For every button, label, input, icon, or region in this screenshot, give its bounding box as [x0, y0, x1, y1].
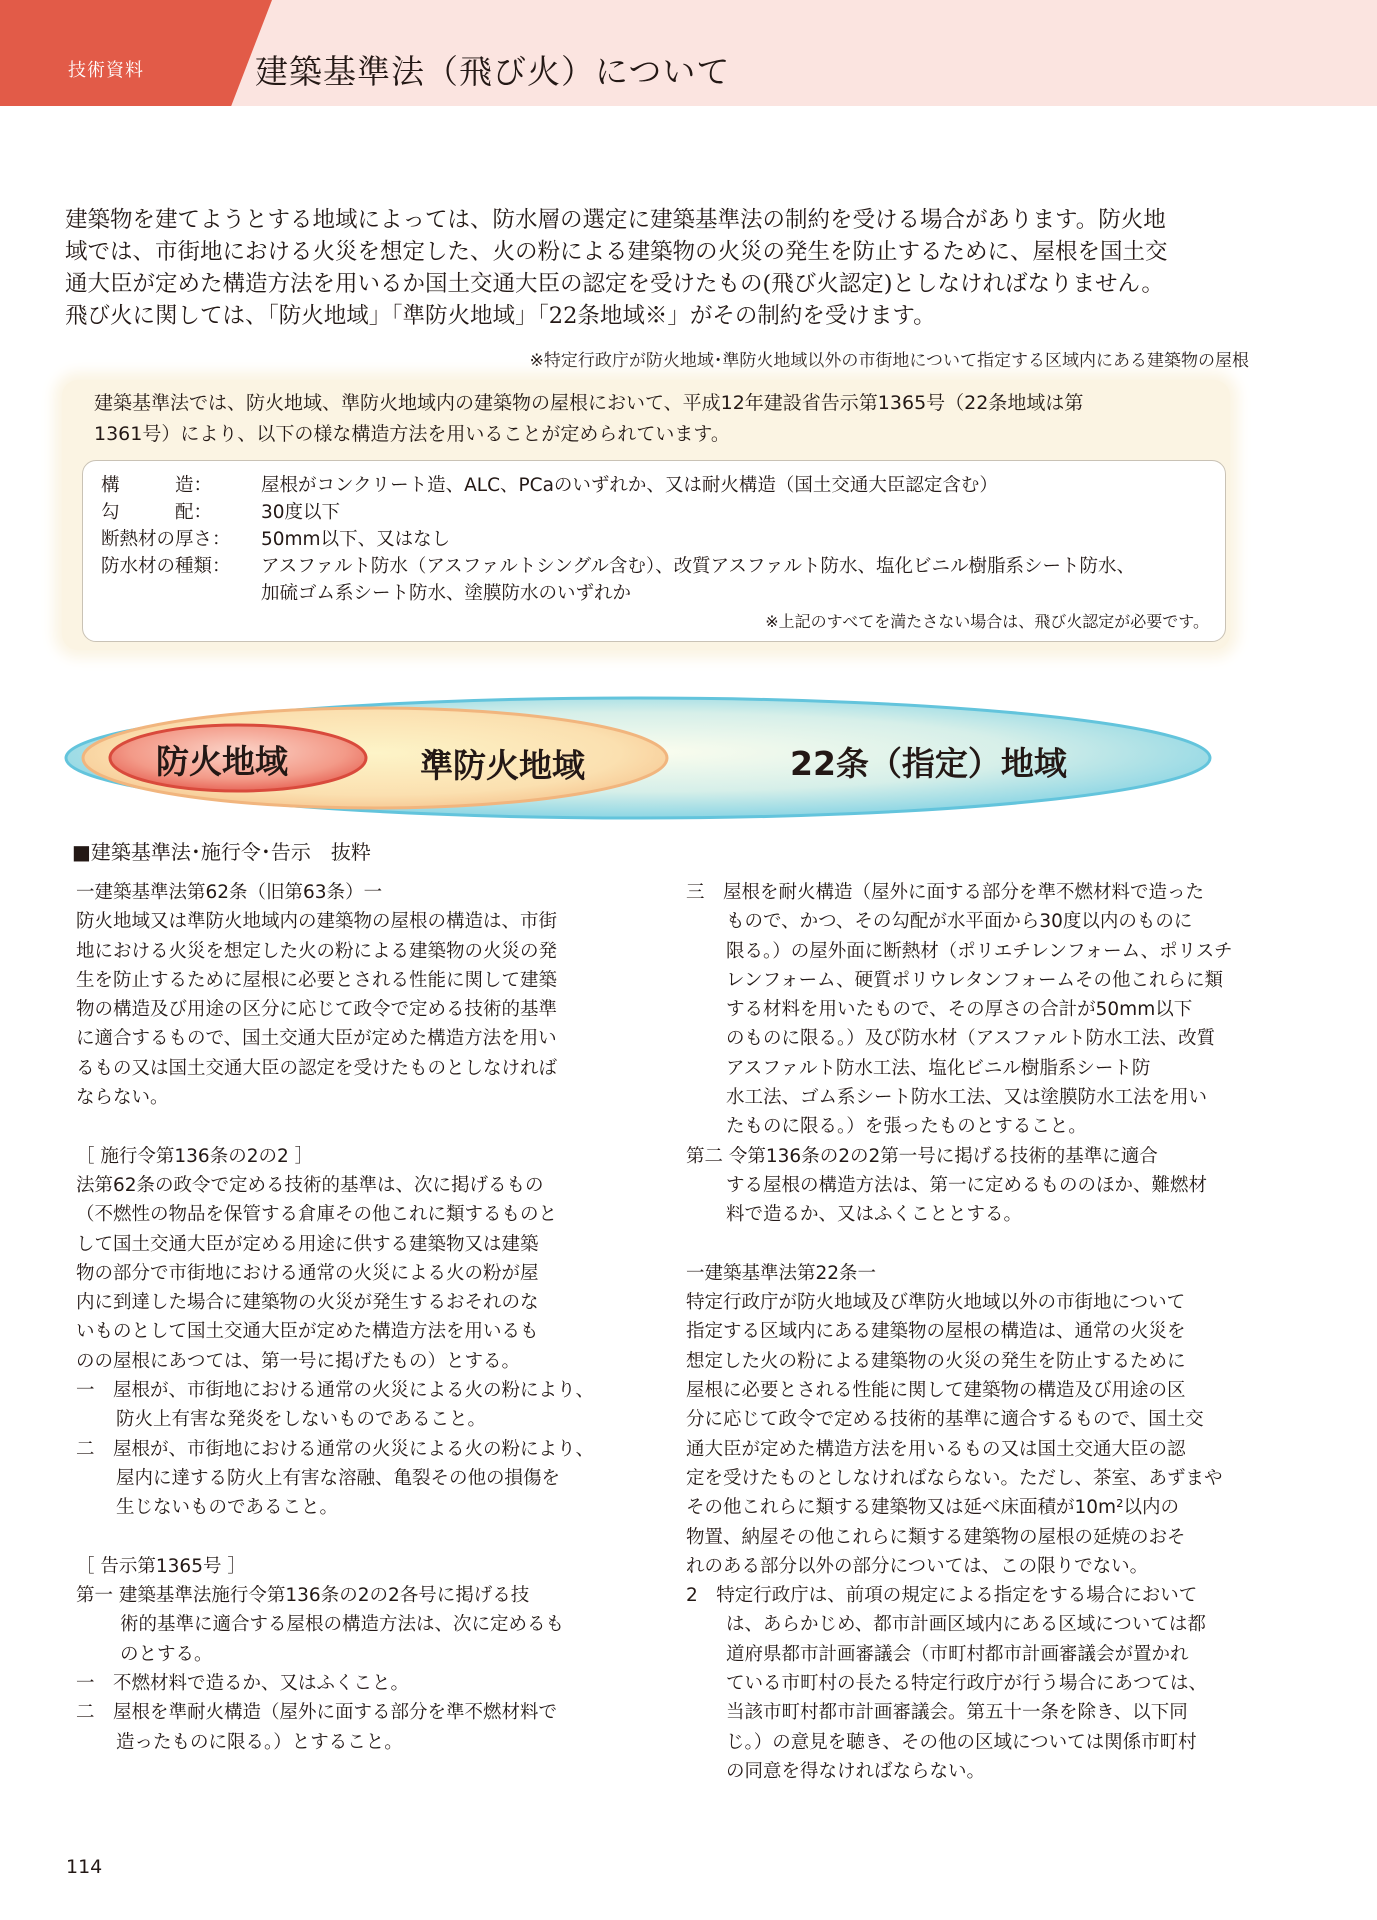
requirement-key: 断熱材の厚さ：	[101, 529, 231, 550]
requirements-intro-line: 1361号）により、以下の様な構造方法を用いることが定められています。	[94, 423, 730, 445]
text-line: 物の部分で市街地における通常の火災による火の粉が屋	[76, 1262, 539, 1284]
text-line: 二 屋根が、市街地における通常の火災による火の粉により、	[76, 1438, 595, 1460]
text-line: の同意を得なければならない。	[726, 1760, 986, 1782]
requirement-value: 30度以下	[261, 502, 341, 523]
text-line: アスファルト防水工法、塩化ビニル樹脂系シート防	[726, 1057, 1151, 1079]
text-line: ている市町村の長たる特定行政庁が行う場合にあつては、	[726, 1673, 1208, 1695]
requirements-note: ※上記のすべてを満たさない場合は、飛び火認定が必要です。	[765, 612, 1209, 631]
text-line: 特定行政庁が防火地域及び準防火地域以外の市街地について	[686, 1292, 1186, 1314]
text-line: に適合するもので、国土交通大臣が定めた構造方法を用い	[76, 1028, 557, 1050]
section-title: ■建築基準法･施行令･告示 抜粋	[72, 840, 371, 864]
right-column	[686, 878, 1326, 1786]
intro-line: 飛び火に関しては、「防火地域」「準防火地域」「22条地域※」がその制約を受けます。	[65, 303, 936, 329]
text-line: いものとして国土交通大臣が定めた構造方法を用いるも	[76, 1321, 539, 1343]
text-line: るもの又は国土交通大臣の認定を受けたものとしなければ	[76, 1057, 558, 1079]
text-line: のの屋根にあつては、第一号に掲げたもの）とする。	[76, 1350, 521, 1372]
text-line: ［ 施行令第136条の2の2 ］	[76, 1145, 314, 1167]
text-line: 一建築基準法第22条一	[686, 1262, 877, 1284]
intro-paragraph	[65, 204, 1255, 332]
zone-diagram	[60, 692, 1220, 826]
intro-line: 建築物を建てようとする地域によっては、防水層の選定に建築基準法の制約を受ける場合があります。防火地	[65, 207, 1166, 233]
requirement-value: 50mm以下、又はなし	[261, 529, 451, 550]
requirements-intro	[94, 388, 1214, 450]
text-line: れのある部分以外の部分については、この限りでない。	[686, 1555, 1149, 1577]
text-line: 生を防止するために屋根に必要とされる性能に関して建築	[76, 969, 558, 991]
text-line: 道府県都市計画審議会（市町村都市計画審議会が置かれ	[726, 1643, 1189, 1665]
text-line: する材料を用いたもので、その厚さの合計が50mm以下	[726, 999, 1193, 1021]
requirement-row-structure	[101, 471, 998, 497]
spacer	[76, 1523, 676, 1552]
page-title: 建築基準法（飛び火）について	[255, 52, 731, 91]
text-line: 2 特定行政庁は、前項の規定による指定をする場合において	[686, 1585, 1198, 1607]
requirement-row-insulation	[101, 525, 451, 551]
requirement-row-slope	[101, 498, 341, 524]
text-line: 第一 建築基準法施行令第136条の2の2各号に掲げる技	[76, 1585, 530, 1607]
text-line: のものに限る。）及び防水材（アスファルト防水工法、改質	[726, 1028, 1216, 1050]
text-line: 物の構造及び用途の区分に応じて政令で定める技術的基準	[76, 999, 558, 1021]
zone-outer-label: 22条（指定）地域	[790, 744, 1067, 783]
text-line: 一 不燃材料で造るか、又はふくこと。	[76, 1673, 410, 1695]
text-line: 屋根に必要とされる性能に関して建築物の構造及び用途の区	[686, 1380, 1186, 1402]
text-line: 定を受けたものとしなければならない。ただし、茶室、あずまや	[686, 1467, 1223, 1489]
text-line: は、あらかじめ、都市計画区域内にある区域については都	[726, 1614, 1206, 1636]
page-number: 114	[66, 1856, 103, 1878]
text-line: じ。）の意見を聴き、その他の区域については関係市町村	[726, 1731, 1197, 1753]
text-line: 料で造るか、又はふくこととする。	[726, 1204, 1023, 1226]
intro-note: ※特定行政庁が防火地域･準防火地域以外の市街地について指定する区域内にある建築物の屋根	[529, 351, 1249, 371]
text-line: （不燃性の物品を保管する倉庫その他これに類するものと	[76, 1204, 558, 1226]
text-line: 一建築基準法第62条（旧第63条）一	[76, 882, 383, 903]
text-line: 第二 令第136条の2の2第一号に掲げる技術的基準に適合	[686, 1145, 1158, 1167]
text-line: 法第62条の政令で定める技術的基準は、次に掲げるもの	[76, 1174, 544, 1196]
zone-inner-label: 防火地域	[156, 742, 288, 781]
text-line: 分に応じて政令で定める技術的基準に適合するもので、国土交	[686, 1409, 1204, 1431]
requirement-value: 屋根がコンクリート造、ALC、PCaのいずれか、又は耐火構造（国土交通大臣認定含む）	[261, 475, 998, 496]
text-line: 二 屋根を準耐火構造（屋外に面する部分を準不燃材料で	[76, 1702, 558, 1724]
text-line: 地における火災を想定した火の粉による建築物の火災の発	[76, 940, 558, 962]
intro-line: 通大臣が定めた構造方法を用いるか国土交通大臣の認定を受けたもの(飛び火認定)としなければなりません。	[65, 271, 1164, 297]
text-line: 防火上有害な発炎をしないものであること。	[116, 1409, 487, 1431]
requirement-value: 加硫ゴム系シート防水、塗膜防水のいずれか	[261, 583, 632, 604]
text-line: その他これらに類する建築物又は延べ床面積が10m²以内の	[686, 1497, 1179, 1519]
requirement-key: 勾 配：	[101, 502, 213, 523]
text-line: ならない。	[76, 1087, 169, 1109]
requirement-row-waterproofing	[101, 552, 1136, 578]
header-tab	[0, 0, 272, 106]
text-line: 生じないものであること。	[116, 1497, 339, 1519]
text-line: する屋根の構造方法は、第一に定めるもののほか、難燃材	[726, 1174, 1208, 1196]
zone-middle-label: 準防火地域	[420, 746, 585, 785]
spacer	[76, 1112, 676, 1141]
requirements-box	[82, 460, 1226, 642]
text-line: のとする。	[120, 1643, 213, 1665]
text-line: 通大臣が定めた構造方法を用いるもの又は国土交通大臣の認	[686, 1438, 1186, 1460]
requirement-key: 構 造：	[101, 475, 213, 496]
text-line: 想定した火の粉による建築物の火災の発生を防止するために	[686, 1350, 1186, 1372]
text-line: 三 屋根を耐火構造（屋外に面する部分を準不燃材料で造った	[686, 882, 1205, 903]
requirement-value: アスファルト防水（アスファルトシングル含む）、改質アスファルト防水、塩化ビニル樹脂系シート防水、	[261, 556, 1136, 577]
text-line: 屋内に達する防火上有害な溶融、亀裂その他の損傷を	[116, 1467, 561, 1489]
text-line: 内に到達した場合に建築物の火災が発生するおそれのな	[76, 1292, 539, 1314]
text-line: 一 屋根が、市街地における通常の火災による火の粉により、	[76, 1380, 595, 1402]
requirements-panel	[62, 380, 1230, 650]
text-line: 水工法、ゴム系シート防水工法、又は塗膜防水工法を用い	[726, 1087, 1208, 1109]
text-line: 当該市町村都市計画審議会。第五十一条を除き、以下同	[726, 1702, 1188, 1724]
text-line: 指定する区域内にある建築物の屋根の構造は、通常の火災を	[686, 1321, 1186, 1343]
text-line: もので、かつ、その勾配が水平面から30度以内のものに	[726, 911, 1193, 933]
requirement-row-waterproofing-cont	[101, 579, 632, 604]
requirements-intro-line: 建築基準法では、防火地域、準防火地域内の建築物の屋根において、平成12年建設省告示第1365号（22条地域は第	[94, 392, 1084, 414]
text-line: レンフォーム、硬質ポリウレタンフォームその他これらに類	[726, 969, 1224, 991]
header-tag: 技術資料	[68, 60, 144, 81]
page-header	[0, 0, 1377, 106]
left-column	[76, 878, 676, 1757]
text-line: 造ったものに限る。）とすること。	[116, 1731, 403, 1753]
text-line: 物置、納屋その他これらに類する建築物の屋根の延焼のおそ	[686, 1526, 1186, 1548]
text-line: ［ 告示第1365号 ］	[76, 1555, 246, 1577]
text-line: して国土交通大臣が定める用途に供する建築物又は建築	[76, 1233, 539, 1255]
spacer	[686, 1230, 1326, 1259]
text-line: 限る。）の屋外面に断熱材（ポリエチレンフォーム、ポリスチ	[726, 940, 1233, 962]
text-line: 防火地域又は準防火地域内の建築物の屋根の構造は、市街	[76, 911, 558, 933]
intro-line: 域では、市街地における火災を想定した、火の粉による建築物の火災の発生を防止するために、屋根を国土交	[65, 239, 1168, 265]
text-line: 術的基準に適合する屋根の構造方法は、次に定めるも	[120, 1614, 565, 1636]
text-line: たものに限る。）を張ったものとすること。	[726, 1116, 1087, 1138]
requirement-key: 防水材の種類：	[101, 556, 231, 577]
